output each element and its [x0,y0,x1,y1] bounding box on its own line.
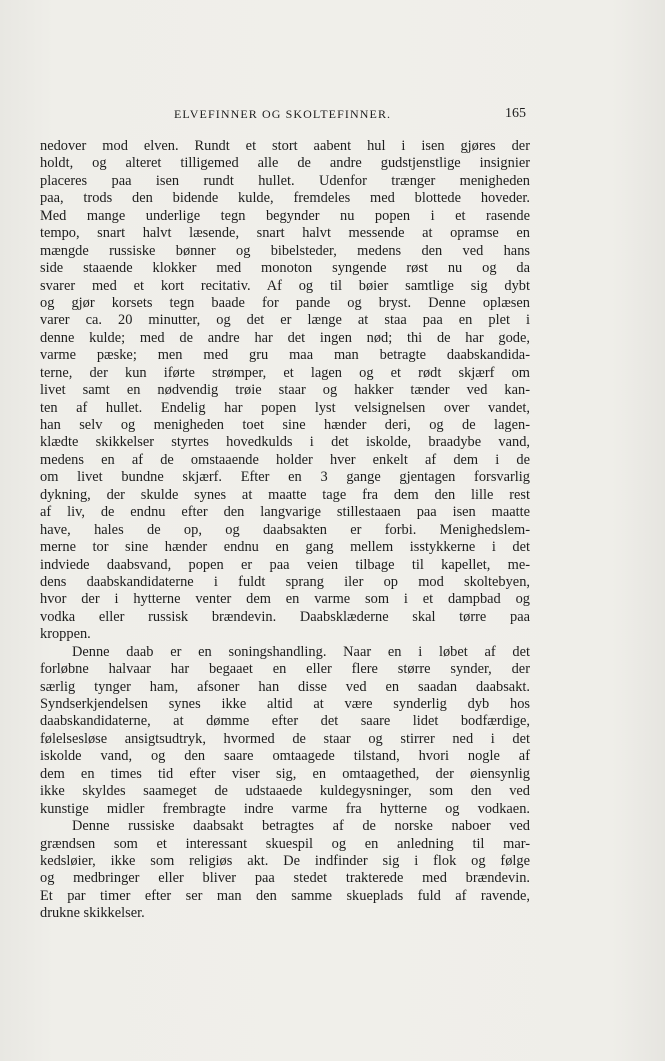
text-line: kunstige midler frembragte indre varme fra hytterne og vodkaen. [40,800,530,817]
text-line: hvor der i hytterne venter dem en varme som i et dampbad og [40,591,530,608]
text-line: denne kulde; med de andre har det ingen nød; thi de har gode, [40,329,530,346]
text-line: og gjør korsets tegn baade for pande og bryst. Denne oplæsen [40,294,530,311]
text-line: grændsen som et interessant skuespil og en anledning til mar- [40,835,530,852]
text-line: Denne daab er en soningshandling. Naar en i løbet af det [72,643,530,660]
text-line: medens en af de omstaaende holder hver enkelt af dem i de [40,451,530,468]
text-line: ikke skyldes saameget de udstaaede kuldegysninger, som den ved [40,783,530,800]
text-line: varer ca. 20 minutter, og det er længe at staa paa en plet i [40,312,530,329]
text-line: følelsesløse ansigtsudtryk, hvormed de staar og stirrer ned i det [40,730,530,747]
text-line: dykning, der skulde synes at maatte tage fra dem den lille rest [40,486,530,503]
running-title: ELVEFINNER OG SKOLTEFINNER. [174,107,392,121]
text-line: placeres paa isen rundt hullet. Udenfor trænger menigheden [40,172,530,189]
text-line: livet samt en nødvendig trøie staar og hakker tænder ved kan- [40,382,530,399]
text-line: svarer med et kort recitativ. Af og til bøier samtlige sig dybt [40,277,530,294]
text-line: klædte skikkelser styrtes hovedkulds i det iskolde, braadybe vand, [40,434,530,451]
text-line: dem en times tid efter viser sig, en omtaagethed, der øiensynlig [40,765,530,782]
text-line: kedsløier, ikke som religiøs akt. De indfinder sig i flok og følge [40,852,530,869]
text-line: indviede daabsvand, popen er paa veien tilbage til kapellet, me- [40,556,530,573]
text-line: dens daabskandidaterne i fuldt sprang iler op mod skoltebyen, [40,573,530,590]
text-line: og medbringer eller bliver paa stedet trakterede med brændevin. [40,870,530,887]
text-line: vodka eller russisk brændevin. Daabsklæderne skal tørre paa [40,608,530,625]
text-line: merne tor sine hænder endnu en gang mellem isstykkerne i det [40,539,530,556]
text-line: Et par timer efter ser man den samme skueplads fuld af ravende, [40,887,530,904]
text-line: om livet bundne skjærf. Efter en 3 gange gjentagen forsvarlig [40,469,530,486]
text-line: han selv og menigheden toet sine hænder deri, og de lagen- [40,417,530,433]
text-line: ten af hullet. Endelig har popen lyst velsignelsen over vandet, [40,399,530,416]
page-header [0,104,665,124]
text-line: have, hales de op, og daabsakten er forbi. Menighedslem- [40,521,530,538]
text-line: Denne russiske daabsakt betragtes af de norske naboer ved [72,818,530,835]
text-line: drukne skikkelser. [40,905,145,922]
body-text [40,138,530,923]
text-line: tempo, snart halvt læsende, snart halvt messende at opramse en [40,225,530,242]
text-line: side staaende klokker med monoton syngende røst nu og da [40,260,530,277]
page-number: 165 [505,106,526,121]
text-line: iskolde vand, og den saare omtaagede tilstand, hvori nogle af [40,748,530,765]
text-line: paa, trods den bidende kulde, fremdeles med blottede hoveder. [40,190,530,207]
text-line: nedover mod elven. Rundt et stort aabent hul i isen gjøres der [40,138,530,154]
text-line: af liv, de endnu efter den langvarige stillestaaen paa isen maatte [40,504,530,521]
text-line: daabskandidaterne, at dømme efter det saare lidet bodfærdige, [40,713,530,730]
text-line: forløbne halvaar har begaaet en eller flere større synder, der [40,661,530,678]
text-line: kroppen. [40,626,91,643]
text-line: holdt, og alteret tilligemed alle de andre gudstjenstlige insignier [40,155,530,172]
text-line: mængde russiske bønner og bibelsteder, medens den ved hans [40,242,530,259]
text-line: særlig tynger ham, afsoner han disse ved en saadan daabsakt. [40,678,530,695]
text-line: varme pæske; men med gru maa man betragte daabskandida- [40,347,530,364]
text-line: Med mange underlige tegn begynder nu popen i et rasende [40,207,530,224]
text-line: Syndserkjendelsen synes ikke altid at være synderlig dyb hos [40,696,530,712]
text-line: terne, der kun iførte strømper, et lagen og et rødt skjærf om [40,364,530,381]
